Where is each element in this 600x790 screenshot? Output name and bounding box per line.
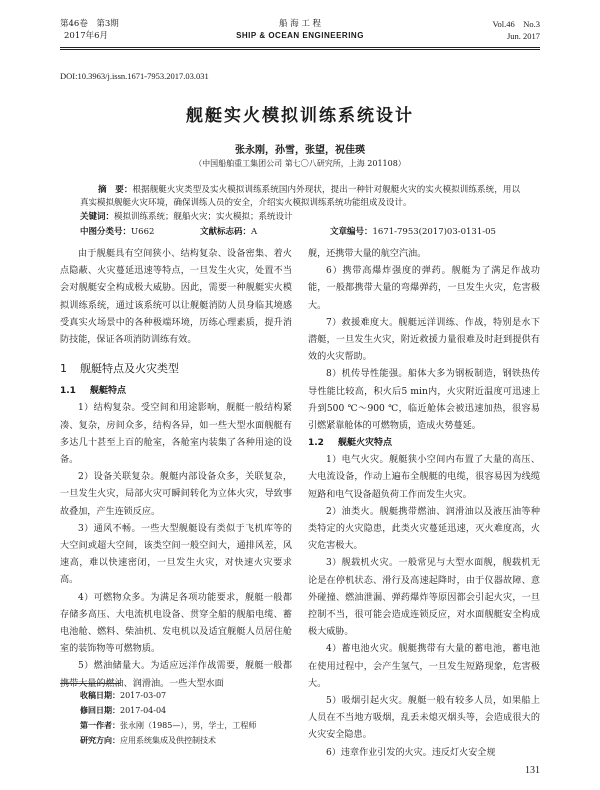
doc-code-value: A: [251, 227, 258, 237]
subsection-title: 舰艇火灾特点: [338, 438, 393, 449]
volume-cn: 第46卷 第3期: [60, 19, 119, 29]
footnote-author: [80, 718, 256, 733]
paragraph: 1）电气火灾。舰艇狭小空间内布置了大量的高压、大电流设备，作动上遍布全舰艇的电缆，很容易因为线缆短路和电气设备超负荷工作而发生火灾。: [308, 455, 540, 500]
subsection-number: 1.1: [60, 386, 76, 397]
author-info: 张永刚（1985—），男，学士，工程师: [120, 721, 257, 730]
footnote: [80, 688, 256, 748]
subsection-heading: [308, 435, 540, 452]
header-center: [60, 18, 540, 42]
journal-cn: 船 海 工 程: [278, 19, 322, 29]
right-column: [308, 246, 540, 762]
section-title: 舰艇特点及火灾类型: [80, 362, 179, 376]
paragraph: 5）燃油储量大。为适应远洋作战需要，舰艇一般都携带大量的燃油、润滑油。一些大型水面: [60, 661, 292, 689]
received-label: 收稿日期：: [80, 691, 120, 700]
journal-en: SHIP & OCEAN ENGINEERING: [236, 31, 364, 40]
clc-item: [80, 226, 154, 238]
author-label: 第一作者：: [80, 721, 120, 730]
revised-label: 修回日期：: [80, 706, 120, 715]
header-right: [492, 18, 540, 42]
date-en: Jun. 2017: [506, 31, 540, 41]
clc-value: U662: [131, 227, 155, 237]
received-date: 2017-03-07: [120, 691, 167, 700]
clc-label: 中图分类号：: [80, 227, 132, 237]
footnote-received: [80, 688, 256, 703]
subsection-heading: [60, 383, 292, 400]
section-number: 1: [60, 362, 67, 376]
page-title: 舰艇实火模拟训练系统设计: [186, 106, 414, 126]
paragraph: 5）吸烟引起火灾。舰艇一般有较多人员，如果船上人员在不当地方吸烟，乱丢未熄灭烟头等，会造成很大的火灾安全隐患。: [308, 696, 540, 741]
paragraph: 4）可燃物众多。为满足各项功能要求，舰艇一般都存储多高压、大电流机电设备、贯穿全船的舰船电缆、蓄电池舱、燃料、柴油机、发电机以及适宜舰艇人员居住舱室的装饰物等可燃物质。: [60, 592, 292, 655]
paragraph-continued: 舰，还携带大量的航空汽油。: [308, 249, 427, 259]
section-heading: [60, 360, 292, 377]
left-column: [60, 246, 292, 693]
subsection-number: 1.2: [308, 438, 324, 449]
paragraph: 2）设备关联复杂。舰艇内部设备众多，关联复杂，一旦发生火灾，局部火灾可瞬间转化为立体火灾，导致事故叠加，产生连锁反应。: [60, 472, 292, 517]
intro-paragraph: 由于舰艇具有空间狭小、结构复杂、设备密集、着火点隐蔽、火灾蔓延迅速等特点，一旦发生火灾，处置不当会对舰艇安全构成极大威胁。因此，需要一种舰艇实火模拟训练系统，通过该系统可以让舰艇消防人员身临其境感受真实火场景中的各种极端环境，历练心理素质，提升消防技能，保证各项消防训练有效。: [60, 249, 292, 346]
paragraph: 7）救援难度大。舰艇远洋训练、作战，特别是水下潜艇，一旦发生火灾，附近救援力量很难及时赶到提供有效的火灾帮助。: [308, 317, 540, 363]
abstract: [80, 184, 520, 209]
keywords: [80, 211, 520, 223]
header-rule: [60, 47, 540, 48]
revised-date: 2017-04-04: [120, 706, 167, 715]
article-no-item: [330, 226, 496, 238]
header-rule-thin: [60, 49, 540, 50]
page-number: 131: [525, 765, 540, 776]
research-label: 研究方向：: [80, 736, 120, 745]
abstract-label: 摘 要：: [98, 185, 133, 195]
keywords-text: 模拟训练系统；舰船火灾；实火模拟；系统设计: [114, 212, 293, 222]
doi: DOI:10.3963/j.issn.1671-7953.2017.03.031: [60, 71, 209, 81]
footnote-revised: [80, 703, 256, 718]
paragraph: 3）舰载机火灾。一般常见与大型水面舰，舰载机无论是在停机状态、滑行及高速起降时，由于仪器故障、意外碰撞、燃油泄漏、弹药爆炸等原因都会引起火灾，一旦控制不当，很可能会造成连锁反应，对水面舰艇安全构成极大威胁。: [308, 558, 540, 638]
keywords-label: 关键词：: [80, 212, 115, 222]
authors: 张永刚，孙雪，张望，祝佳瑛: [235, 145, 365, 156]
affiliation: （中国船舶重工集团公司 第七〇八研究所，上海 201108）: [194, 159, 406, 168]
article-no-label: 文章编号：: [330, 227, 373, 237]
paragraph: 4）蓄电池火灾。舰艇携带有大量的蓄电池，蓄电池在使用过程中，会产生氢气，一旦发生短路现象，危害极大。: [308, 644, 540, 689]
doc-code-label: 文献标志码：: [200, 227, 252, 237]
paragraph: 2）油类火。舰艇携带燃油、润滑油以及液压油等种类特定的火灾隐患，此类火灾蔓延迅速，灭火难度高，火灾危害极大。: [308, 506, 540, 552]
paragraph: 6）携带高爆炸强度的弹药。舰艇为了满足作战功能，一般都携带大量的弯爆弹药，一旦发生火灾，危害极大。: [308, 266, 540, 311]
abstract-text: 根据舰艇火灾类型及实火模拟训练系统国内外现状，提出一种针对舰艇火灾的实火模拟训练系统，用以真实模拟舰艇火灾环境，确保训练人员的安全，介绍实火模拟训练系统功能组成及设计。: [80, 185, 520, 208]
paragraph: 3）通风不畅。一些大型舰艇设有类似于飞机库等的大空间或超大空间，该类空间一般空间大，通排风差，风速高，难以快速密闭，一旦发生火灾，对快速火灾要求高。: [60, 523, 292, 586]
paragraph: 6）违章作业引发的火灾。违反灯火安全规: [326, 747, 496, 758]
footnote-rule: [60, 683, 120, 684]
paragraph: 1）结构复杂。受空间和用途影响，舰艇一般结构紧凑、复杂，房间众多，结构各异，如一些大型水面舰艇有多达几十甚至上百的舱室，各舱室内装集了各种用途的设备。: [60, 403, 292, 466]
article-no-value: 1671-7953(2017)03-0131-05: [372, 227, 496, 237]
volume-en: Vol.46 No.3: [492, 19, 540, 29]
paragraph: 8）机传导性能强。船体大多为钢板制造，钢铁热传导性能比较高，积火后5 min内，火灾附近温度可迅速上升到500 ℃～900 ℃，临近舱体会被迅速加热，很容易引燃紧靠舱体的可燃物质，造成火势蔓延。: [308, 369, 540, 432]
subsection-title: 舰艇特点: [90, 386, 127, 397]
date-cn: 2017年6月: [64, 31, 109, 41]
doc-code-item: [200, 226, 257, 238]
footnote-research: [80, 733, 256, 748]
research-info: 应用系统集成及供控制技术: [120, 736, 216, 745]
